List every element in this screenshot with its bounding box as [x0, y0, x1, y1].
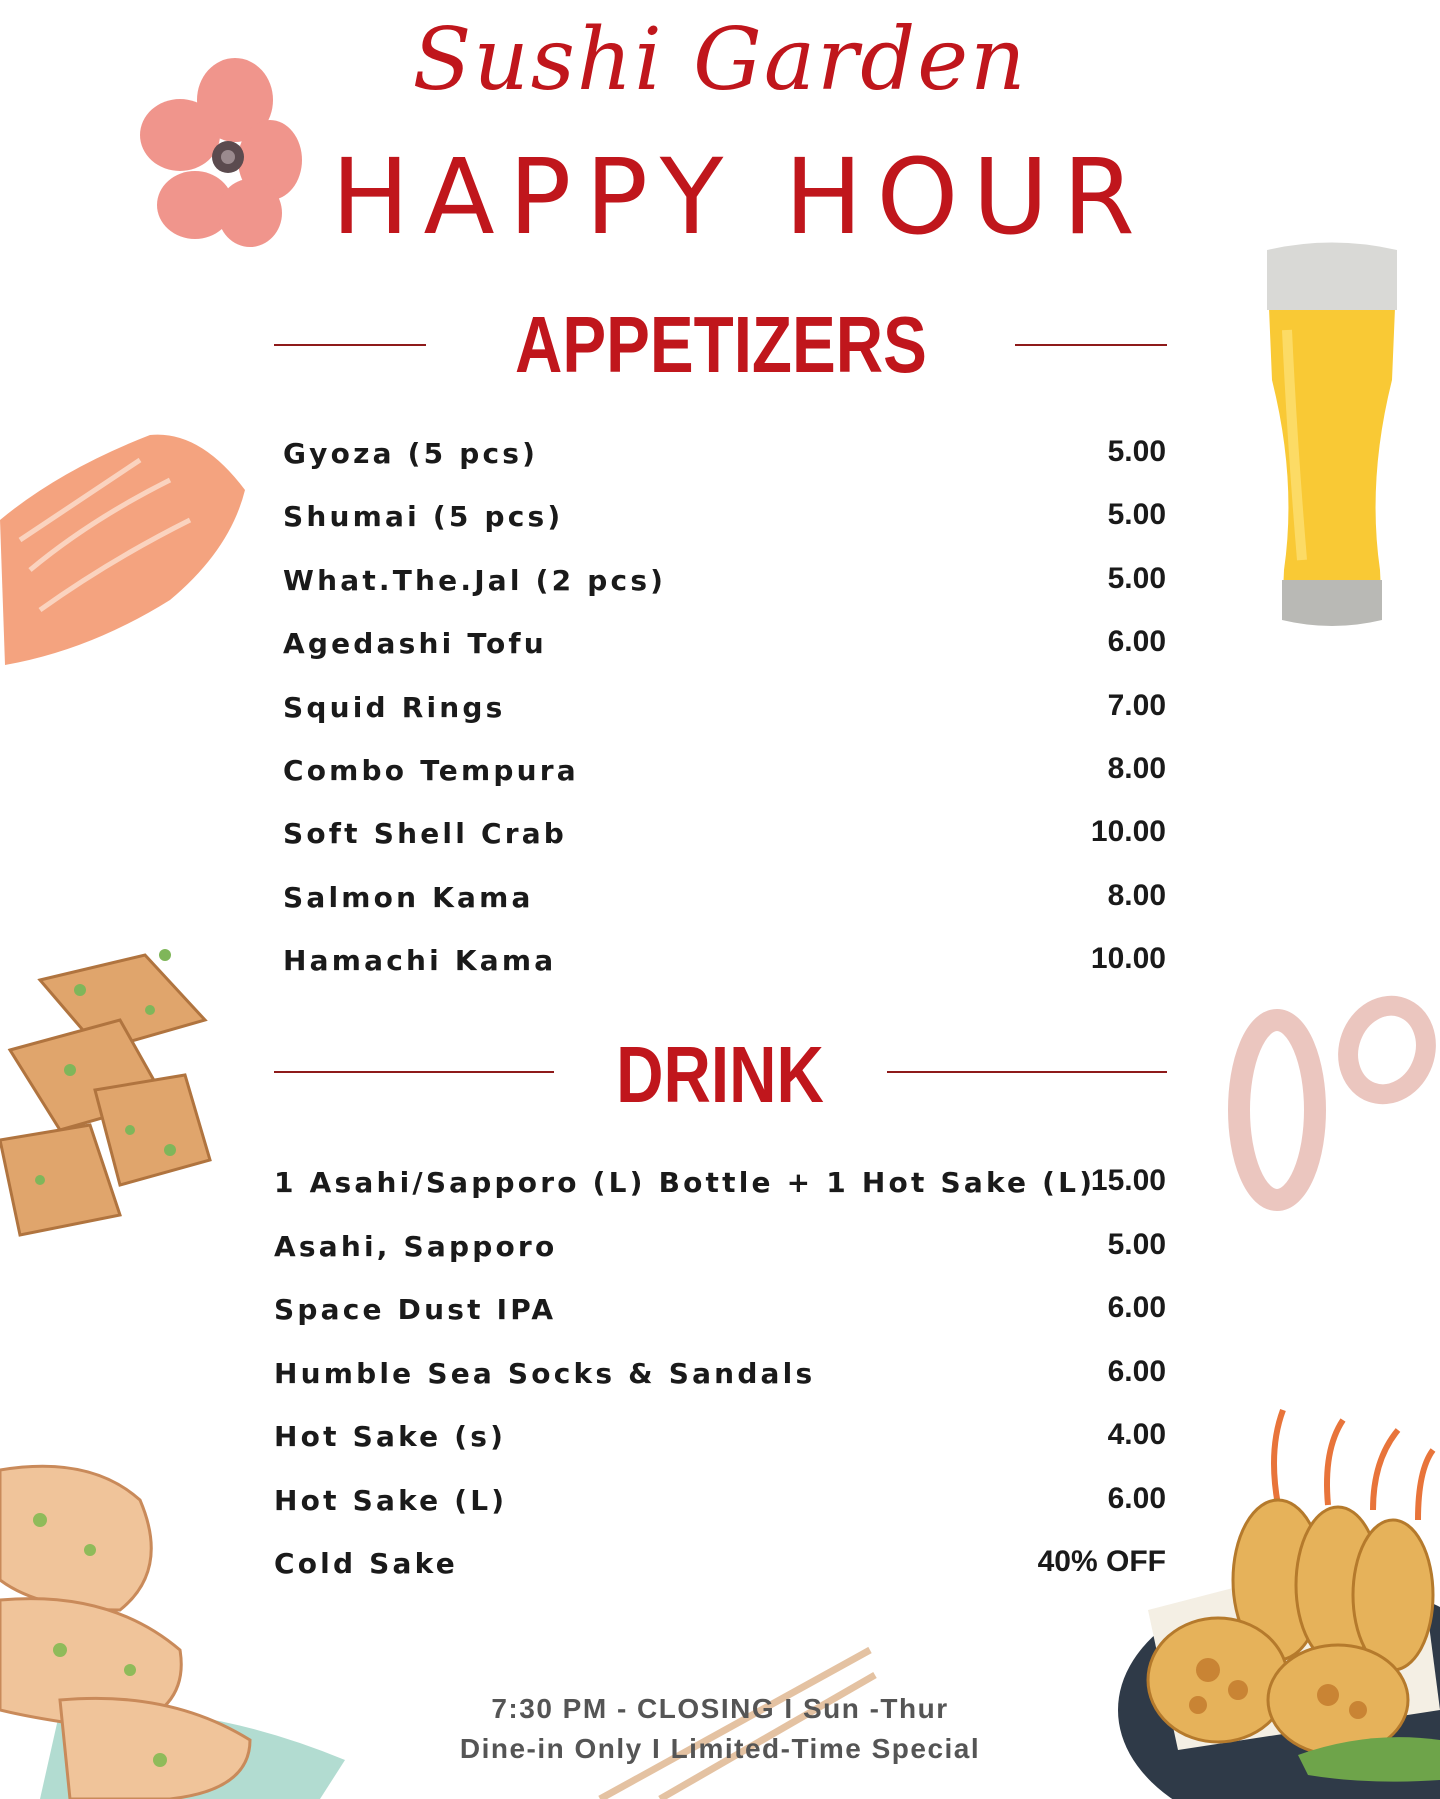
section-rule-right: [887, 1071, 1167, 1073]
footer-hours: 7:30 PM - CLOSING I Sun -Thur: [491, 1693, 949, 1724]
drink-item-name: Space Dust IPA: [274, 1293, 557, 1326]
drink-item-price: 5.00: [1107, 1227, 1166, 1261]
drink-item-name: Asahi, Sapporo: [274, 1229, 558, 1263]
section-rule-left: [274, 1071, 554, 1073]
appetizers-item-price: 10.00: [1090, 942, 1166, 976]
salmon-fillet-illustration: [0, 430, 250, 670]
appetizers-item-price: 5.00: [1107, 561, 1166, 595]
appetizers-heading: APPETIZERS: [515, 300, 927, 389]
appetizers-item-price: 5.00: [1107, 435, 1166, 468]
appetizers-item-name: Shumai (5 pcs): [283, 500, 564, 534]
drink-item-price: 40% OFF: [1037, 1545, 1166, 1578]
drink-item-name: Hot Sake (s): [274, 1420, 507, 1453]
happy-hour-headline: HAPPY HOUR: [331, 136, 1149, 258]
drink-item-name: Humble Sea Socks & Sandals: [274, 1356, 816, 1390]
footer-note: Dine-in Only I Limited-Time Special: [459, 1733, 981, 1764]
appetizers-item-name: Hamachi Kama: [283, 944, 557, 978]
drink-item-price: 15.00: [1090, 1164, 1166, 1197]
appetizers-item-name: Combo Tempura: [283, 754, 579, 787]
section-rule-right: [1015, 344, 1167, 346]
appetizers-item-price: 5.00: [1107, 498, 1166, 532]
squid-rings-illustration: [1222, 985, 1440, 1210]
tofu-illustration: [0, 950, 215, 1240]
appetizers-item-name: What.The.Jal (2 pcs): [283, 563, 667, 597]
drink-item-price: 4.00: [1107, 1418, 1166, 1451]
section-rule-left: [274, 344, 426, 346]
appetizers-item-name: Squid Rings: [283, 690, 506, 724]
drink-item-price: 6.00: [1107, 1354, 1166, 1388]
drink-item-name: Cold Sake: [274, 1547, 458, 1580]
appetizers-item-name: Soft Shell Crab: [283, 817, 568, 851]
appetizers-item-name: Gyoza (5 pcs): [283, 437, 539, 470]
drink-item-price: 6.00: [1107, 1291, 1166, 1324]
restaurant-name: Sushi Garden: [412, 10, 1028, 110]
appetizers-item-price: 10.00: [1090, 815, 1166, 849]
appetizers-item-price: 6.00: [1107, 625, 1166, 659]
drink-item-name: Hot Sake (L): [274, 1483, 508, 1517]
drink-item-name: 1 Asahi/Sapporo (L) Bottle + 1 Hot Sake (L): [274, 1166, 1096, 1199]
appetizers-item-price: 8.00: [1107, 752, 1166, 785]
drink-heading: DRINK: [616, 1030, 824, 1119]
drink-item-price: 6.00: [1107, 1481, 1166, 1515]
appetizers-item-name: Salmon Kama: [283, 880, 534, 914]
appetizers-item-price: 7.00: [1107, 688, 1166, 722]
appetizers-item-price: 8.00: [1107, 878, 1166, 912]
beer-glass-illustration: [1262, 240, 1402, 630]
appetizers-item-name: Agedashi Tofu: [283, 627, 547, 661]
